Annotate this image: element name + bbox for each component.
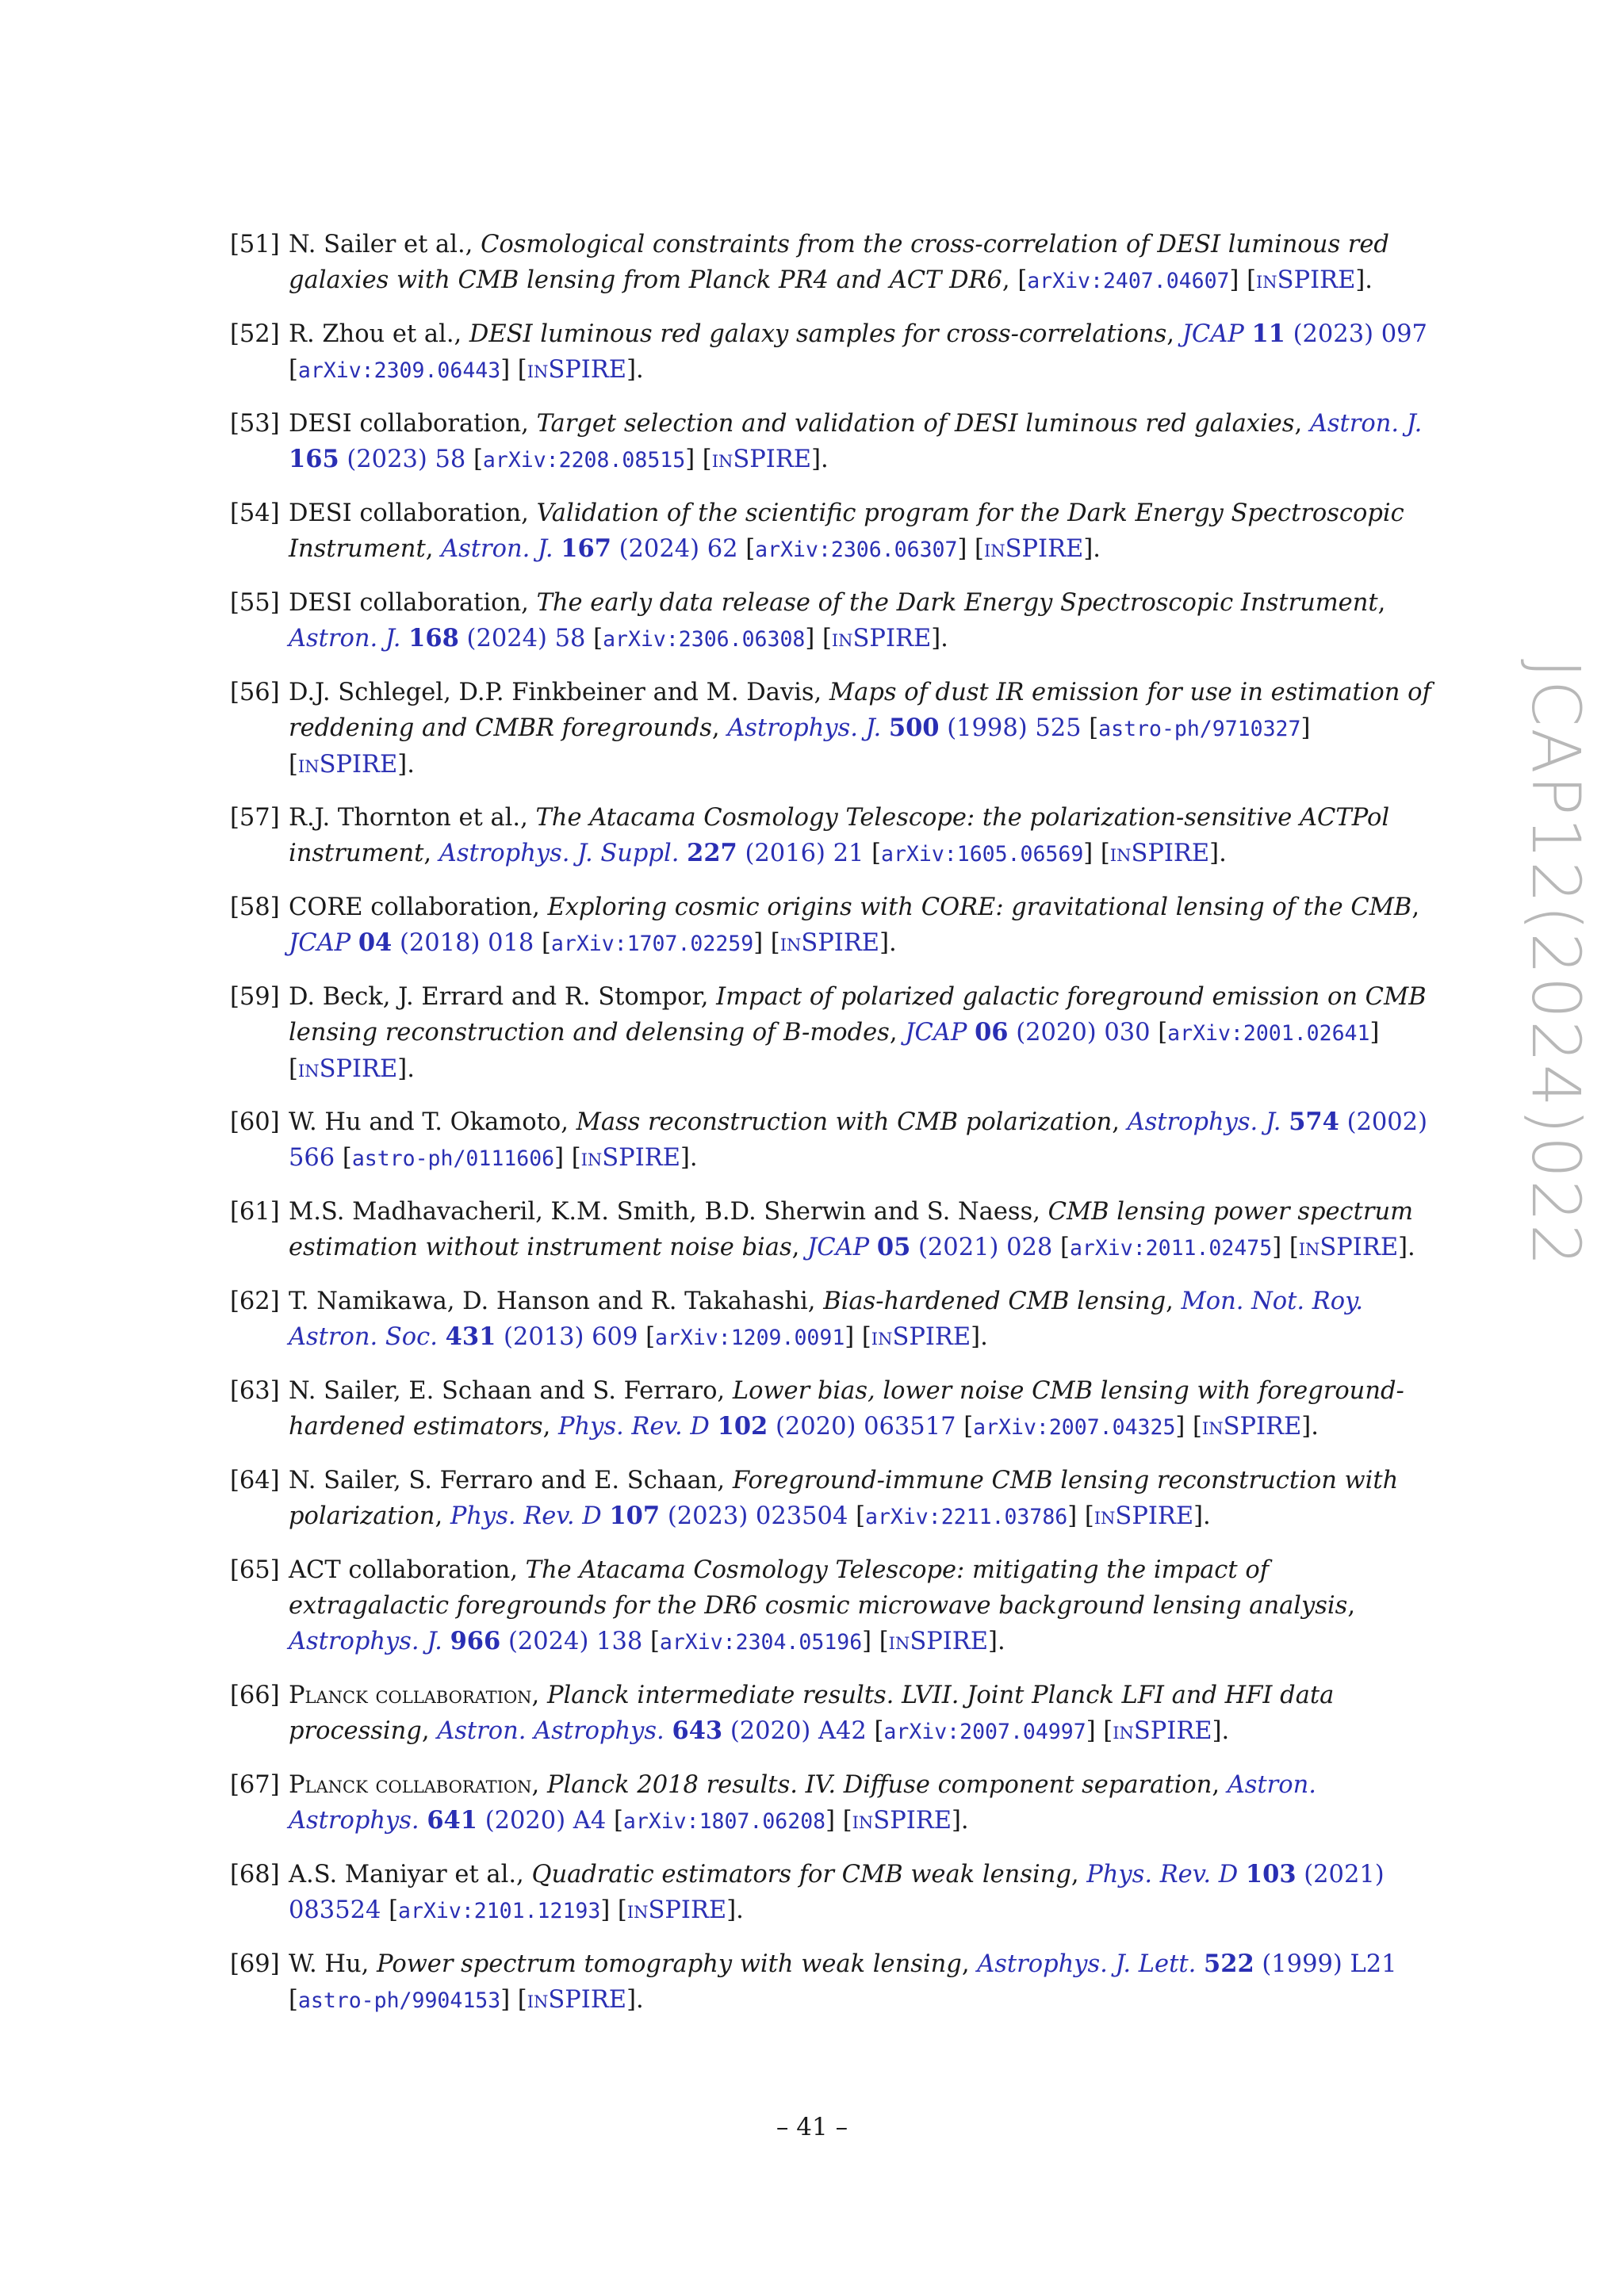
inspire-link[interactable]: inSPIRE	[580, 1144, 680, 1172]
reference-item: [66] Planck collaboration, Planck intermediate results. LVII. Joint Planck LFI and HFI data processing, Astron. Astrophys. 643 (2020) A42 [arXiv:2007.04997] [inSPIRE].	[230, 1678, 1435, 1750]
journal-year-page: (2020) 063517	[768, 1413, 956, 1441]
reference-item: [57] R.J. Thornton et al., The Atacama Cosmology Telescope: the polarization-sensitive ACTPol instrument, Astrophys. J. Suppl. 227 (2016) 21 [arXiv:1605.06569] [inSPIRE].	[230, 800, 1435, 872]
journal-year-page: (2020) A4	[477, 1807, 607, 1835]
journal-year-page: (2024) 58	[458, 625, 586, 652]
reference-number: [54]	[230, 499, 280, 527]
reference-authors: Planck collaboration,	[289, 1682, 547, 1709]
reference-item: [56] D.J. Schlegel, D.P. Finkbeiner and M. Davis, Maps of dust IR emission for use in estimation of reddening and CMBR foregrounds, Astrophys. J. 500 (1998) 525 [astro-ph/9710327] [inSPIRE].	[230, 675, 1435, 783]
reference-title: The early data release of the Dark Energy Spectroscopic Instrument	[536, 589, 1378, 617]
reference-title: The Atacama Cosmology Telescope: mitigating the impact of extragalactic foregrounds for the DR6 cosmic microwave background lensing analysis	[289, 1556, 1348, 1620]
reference-title: DESI luminous red galaxy samples for cross-correlations	[469, 320, 1167, 348]
journal-name: Astron. J.	[441, 535, 553, 563]
reference-item: [58] CORE collaboration, Exploring cosmic origins with CORE: gravitational lensing of the CMB, JCAP 04 (2018) 018 [arXiv:1707.02259] [inSPIRE].	[230, 890, 1435, 962]
journal-year-page: (2002) 566	[289, 1108, 1427, 1172]
journal-volume: 227	[687, 839, 737, 867]
inspire-link[interactable]: inSPIRE	[711, 446, 812, 473]
inspire-link[interactable]: inSPIRE	[1109, 840, 1210, 867]
reference-item: [59] D. Beck, J. Errard and R. Stompor, Impact of polarized galactic foreground emission on CMB lensing reconstruction and delensing of B-modes, JCAP 06 (2020) 030 [arXiv:2001.02641] [inSPIRE].	[230, 979, 1435, 1087]
journal-year-page: (2020) A42	[722, 1717, 867, 1745]
journal-volume: 167	[561, 534, 611, 563]
journal-volume: 643	[672, 1716, 723, 1745]
journal-year-page: (2024) 138	[500, 1628, 643, 1655]
journal-name: Astron. J.	[1309, 410, 1423, 438]
arxiv-link[interactable]: arXiv:1707.02259	[550, 932, 754, 956]
reference-title: Validation of the scientific program for the Dark Energy Spectroscopic Instrument	[289, 499, 1404, 563]
reference-title: Target selection and validation of DESI luminous red galaxies	[536, 410, 1295, 438]
reference-title: CMB lensing power spectrum estimation without instrument noise bias	[289, 1198, 1414, 1261]
inspire-link[interactable]: inSPIRE	[297, 751, 398, 779]
journal-name: Astron. Astrophys.	[437, 1717, 665, 1745]
journal-link[interactable]	[977, 1950, 1396, 1978]
journal-volume: 500	[888, 714, 940, 742]
journal-name: JCAP	[289, 929, 351, 957]
journal-name: Astrophys. J.	[1127, 1108, 1281, 1136]
journal-name: Phys. Rev. D	[1086, 1861, 1239, 1888]
arxiv-link[interactable]: arXiv:2011.02475	[1069, 1236, 1273, 1261]
arxiv-link[interactable]: arXiv:2306.06307	[755, 538, 958, 562]
arxiv-link[interactable]: arXiv:2304.05196	[659, 1630, 863, 1655]
inspire-link[interactable]: inSPIRE	[1113, 1717, 1212, 1745]
journal-name: Astrophys. J. Suppl.	[439, 840, 680, 867]
reference-title: Quadratic estimators for CMB weak lensing	[531, 1861, 1071, 1888]
reference-authors: N. Sailer, S. Ferraro and E. Schaan,	[289, 1467, 733, 1494]
journal-volume: 641	[427, 1806, 477, 1835]
journal-year-page: (2023) 023504	[660, 1502, 848, 1530]
arxiv-link[interactable]: astro-ph/9710327	[1098, 717, 1301, 741]
reference-number: [51]	[230, 231, 280, 258]
reference-number: [58]	[230, 894, 280, 921]
journal-year-page: (2021) 083524	[289, 1861, 1385, 1924]
inspire-link[interactable]: inSPIRE	[1201, 1413, 1302, 1441]
reference-number: [56]	[230, 679, 280, 706]
journal-link[interactable]	[289, 625, 585, 652]
reference-authors: D. Beck, J. Errard and R. Stompor,	[289, 983, 717, 1011]
reference-authors: N. Sailer et al.,	[289, 231, 481, 258]
journal-year-page: (2023) 58	[339, 446, 466, 473]
arxiv-link[interactable]: arXiv:2306.06308	[603, 627, 806, 652]
reference-title: Exploring cosmic origins with CORE: gravitational lensing of the CMB	[547, 894, 1412, 921]
journal-link[interactable]	[289, 929, 534, 957]
reference-authors: W. Hu,	[289, 1950, 377, 1978]
reference-item: [53] DESI collaboration, Target selection and validation of DESI luminous red galaxies, Astron. J. 165 (2023) 58 [arXiv:2208.08515] [inSPIRE].	[230, 406, 1435, 478]
reference-title: Cosmological constraints from the cross-correlation of DESI luminous red galaxies with CMB lensing from Planck PR4 and ACT DR6	[289, 231, 1389, 294]
arxiv-link[interactable]: astro-ph/0111606	[351, 1146, 555, 1171]
reference-title: Bias-hardened CMB lensing	[823, 1288, 1166, 1315]
journal-side-label: JCAP12(2024)022	[1517, 658, 1595, 1269]
arxiv-link[interactable]: arXiv:2407.04607	[1027, 269, 1230, 293]
inspire-link[interactable]: inSPIRE	[852, 1807, 952, 1835]
reference-authors: R.J. Thornton et al.,	[289, 804, 536, 832]
reference-title: Lower bias, lower noise CMB lensing with foreground-hardened estimators	[289, 1377, 1404, 1441]
reference-authors: DESI collaboration,	[289, 499, 537, 527]
reference-item: [69] W. Hu, Power spectrum tomography with weak lensing, Astrophys. J. Lett. 522 (1999) L21 [astro-ph/9904153] [inSPIRE].	[230, 1946, 1435, 2019]
reference-number: [62]	[230, 1288, 280, 1315]
reference-number: [60]	[230, 1108, 280, 1136]
reference-title: Maps of dust IR emission for use in estimation of reddening and CMBR foregrounds	[289, 679, 1431, 742]
journal-name: Astron. J.	[289, 625, 401, 652]
inspire-link[interactable]: inSPIRE	[871, 1323, 971, 1351]
reference-title: Impact of polarized galactic foreground emission on CMB lensing reconstruction and delensing of B-modes	[289, 983, 1427, 1047]
reference-item: [65] ACT collaboration, The Atacama Cosmology Telescope: mitigating the impact of extragalactic foregrounds for the DR6 cosmic microwave background lensing analysis, Astrophys. J. 966 (2024) 138 [arXiv:2304.05196] [inSPIRE].	[230, 1552, 1435, 1660]
reference-number: [67]	[230, 1771, 280, 1799]
reference-authors: D.J. Schlegel, D.P. Finkbeiner and M. Davis,	[289, 679, 829, 706]
journal-link[interactable]	[905, 1019, 1150, 1047]
journal-name: Mon. Not. Roy. Astron. Soc.	[289, 1288, 1364, 1351]
journal-volume: 168	[408, 624, 459, 652]
reference-authors: ACT collaboration,	[289, 1556, 526, 1584]
journal-link[interactable]	[450, 1502, 848, 1530]
inspire-link[interactable]: inSPIRE	[626, 1896, 727, 1924]
journal-name: Astrophys. J. Lett.	[977, 1950, 1197, 1978]
inspire-link[interactable]: inSPIRE	[527, 1986, 627, 2014]
journal-name: JCAP	[807, 1234, 870, 1261]
journal-year-page: (2024) 62	[611, 535, 738, 563]
reference-item: [60] W. Hu and T. Okamoto, Mass reconstruction with CMB polarization, Astrophys. J. 574 (2002) 566 [astro-ph/0111606] [inSPIRE].	[230, 1104, 1435, 1177]
reference-number: [68]	[230, 1861, 280, 1888]
arxiv-link[interactable]: astro-ph/9904153	[297, 1988, 501, 2013]
reference-number: [52]	[230, 320, 280, 348]
reference-item: [61] M.S. Madhavacheril, K.M. Smith, B.D. Sherwin and S. Naess, CMB lensing power spectrum estimation without instrument noise bias, JCAP 05 (2021) 028 [arXiv:2011.02475] [inSPIRE].	[230, 1194, 1435, 1266]
journal-volume: 966	[450, 1627, 501, 1655]
arxiv-link[interactable]: arXiv:1209.0091	[654, 1326, 845, 1350]
inspire-link[interactable]: inSPIRE	[1094, 1502, 1194, 1530]
reference-authors: W. Hu and T. Okamoto,	[289, 1108, 576, 1136]
reference-number: [57]	[230, 804, 280, 832]
reference-authors: A.S. Maniyar et al.,	[289, 1861, 532, 1888]
reference-item: [67] Planck collaboration, Planck 2018 results. IV. Diffuse component separation, Astron. Astrophys. 641 (2020) A4 [arXiv:1807.06208] [inSPIRE].	[230, 1767, 1435, 1839]
inspire-link[interactable]: inSPIRE	[527, 356, 627, 384]
journal-volume: 522	[1204, 1950, 1254, 1978]
reference-title: Foreground-immune CMB lensing reconstruction with polarization	[289, 1467, 1399, 1530]
reference-title: Planck intermediate results. LVII. Joint Planck LFI and HFI data processing	[289, 1682, 1335, 1745]
journal-volume: 574	[1289, 1108, 1339, 1136]
reference-item: [55] DESI collaboration, The early data release of the Dark Energy Spectroscopic Instrument, Astron. J. 168 (2024) 58 [arXiv:2306.06308] [inSPIRE].	[230, 585, 1435, 657]
journal-link[interactable]	[558, 1413, 956, 1441]
journal-name: JCAP	[1182, 320, 1244, 348]
reference-authors: CORE collaboration,	[289, 894, 548, 921]
arxiv-link[interactable]: arXiv:2007.04325	[973, 1415, 1176, 1440]
reference-authors: M.S. Madhavacheril, K.M. Smith, B.D. Sherwin and S. Naess,	[289, 1198, 1048, 1226]
journal-volume: 04	[358, 928, 393, 957]
reference-authors: R. Zhou et al.,	[289, 320, 469, 348]
arxiv-link[interactable]: arXiv:1807.06208	[622, 1809, 826, 1834]
reference-authors: Planck collaboration,	[289, 1771, 547, 1799]
inspire-link[interactable]: inSPIRE	[779, 929, 880, 957]
reference-item: [68] A.S. Maniyar et al., Quadratic estimators for CMB weak lensing, Phys. Rev. D 103 (2021) 083524 [arXiv:2101.12193] [inSPIRE].	[230, 1857, 1435, 1929]
reference-item: [62] T. Namikawa, D. Hanson and R. Takahashi, Bias-hardened CMB lensing, Mon. Not. Roy. Astron. Soc. 431 (2013) 609 [arXiv:1209.0091] [inSPIRE].	[230, 1284, 1435, 1356]
inspire-link[interactable]: inSPIRE	[983, 535, 1084, 563]
reference-list	[230, 227, 1435, 2036]
journal-link[interactable]	[441, 535, 737, 563]
journal-name: Astrophys. J.	[289, 1628, 442, 1655]
journal-name: Astron. Astrophys.	[289, 1771, 1316, 1835]
inspire-link[interactable]: inSPIRE	[831, 625, 932, 652]
arxiv-link[interactable]: arXiv:1605.06569	[881, 842, 1084, 867]
journal-volume: 06	[975, 1018, 1009, 1047]
arxiv-link[interactable]: arXiv:2007.04997	[883, 1720, 1086, 1744]
journal-year-page: (1999) L21	[1254, 1950, 1397, 1978]
reference-number: [64]	[230, 1467, 280, 1494]
reference-item: [63] N. Sailer, E. Schaan and S. Ferraro, Lower bias, lower noise CMB lensing with foreground-hardened estimators, Phys. Rev. D 102 (2020) 063517 [arXiv:2007.04325] [inSPIRE].	[230, 1373, 1435, 1445]
journal-name: Astrophys. J.	[727, 714, 882, 742]
reference-number: [55]	[230, 589, 280, 617]
reference-item: [51] N. Sailer et al., Cosmological constraints from the cross-correlation of DESI luminous red galaxies with CMB lensing from Planck PR4 and ACT DR6, [arXiv:2407.04607] [inSPIRE].	[230, 227, 1435, 299]
reference-number: [61]	[230, 1198, 280, 1226]
reference-authors: N. Sailer, E. Schaan and S. Ferraro,	[289, 1377, 733, 1405]
journal-link[interactable]	[727, 714, 1081, 742]
journal-link[interactable]	[807, 1234, 1052, 1261]
journal-volume: 103	[1245, 1860, 1297, 1888]
journal-volume: 431	[445, 1322, 496, 1351]
reference-authors: T. Namikawa, D. Hanson and R. Takahashi,	[289, 1288, 824, 1315]
journal-volume: 11	[1251, 320, 1285, 348]
journal-year-page: (1998) 525	[939, 714, 1082, 742]
inspire-link[interactable]: inSPIRE	[1298, 1234, 1399, 1261]
reference-title: Planck 2018 results. IV. Diffuse component separation	[546, 1771, 1212, 1799]
reference-title: The Atacama Cosmology Telescope: the polarization-sensitive ACTPol instrument	[289, 804, 1390, 867]
journal-name: Phys. Rev. D	[557, 1413, 710, 1441]
reference-number: [63]	[230, 1377, 280, 1405]
journal-link[interactable]	[439, 840, 864, 867]
reference-title: Power spectrum tomography with weak lensing	[377, 1950, 962, 1978]
arxiv-link[interactable]: arXiv:2001.02641	[1167, 1021, 1370, 1046]
journal-volume: 165	[289, 445, 339, 473]
reference-item: [54] DESI collaboration, Validation of the scientific program for the Dark Energy Spectroscopic Instrument, Astron. J. 167 (2024) 62 [arXiv:2306.06307] [inSPIRE].	[230, 496, 1435, 568]
arxiv-link[interactable]: arXiv:2101.12193	[398, 1899, 601, 1923]
arxiv-link[interactable]: arXiv:2208.08515	[482, 448, 686, 473]
journal-year-page: (2023) 097	[1285, 320, 1427, 348]
reference-title: Mass reconstruction with CMB polarization	[576, 1108, 1113, 1136]
reference-number: [53]	[230, 410, 280, 438]
reference-number: [65]	[230, 1556, 280, 1584]
journal-link[interactable]	[1182, 320, 1427, 348]
page-number: – 41 –	[776, 2113, 848, 2141]
arxiv-link[interactable]: arXiv:2211.03786	[864, 1505, 1068, 1529]
journal-year-page: (2021) 028	[910, 1234, 1053, 1261]
reference-number: [59]	[230, 983, 280, 1011]
inspire-link[interactable]: inSPIRE	[888, 1628, 989, 1655]
inspire-link[interactable]: inSPIRE	[297, 1055, 398, 1083]
journal-link[interactable]	[437, 1717, 867, 1745]
journal-name: Phys. Rev. D	[450, 1502, 602, 1530]
journal-volume: 107	[609, 1502, 661, 1530]
journal-year-page: (2013) 609	[496, 1323, 638, 1351]
reference-authors: DESI collaboration,	[289, 589, 537, 617]
reference-item: [52] R. Zhou et al., DESI luminous red galaxy samples for cross-correlations, JCAP 11 (2023) 097 [arXiv:2309.06443] [inSPIRE].	[230, 316, 1435, 388]
journal-link[interactable]	[289, 1628, 642, 1655]
journal-name: JCAP	[905, 1019, 967, 1047]
journal-volume: 05	[876, 1233, 911, 1261]
journal-year-page: (2016) 21	[737, 840, 864, 867]
reference-authors: DESI collaboration,	[289, 410, 537, 438]
reference-number: [66]	[230, 1682, 280, 1709]
journal-year-page: (2018) 018	[392, 929, 534, 957]
reference-item: [64] N. Sailer, S. Ferraro and E. Schaan, Foreground-immune CMB lensing reconstruction with polarization, Phys. Rev. D 107 (2023) 023504 [arXiv:2211.03786] [inSPIRE].	[230, 1463, 1435, 1535]
journal-volume: 102	[717, 1412, 768, 1441]
journal-year-page: (2020) 030	[1008, 1019, 1151, 1047]
inspire-link[interactable]: inSPIRE	[1256, 266, 1356, 294]
reference-number: [69]	[230, 1950, 280, 1978]
arxiv-link[interactable]: arXiv:2309.06443	[297, 358, 501, 383]
